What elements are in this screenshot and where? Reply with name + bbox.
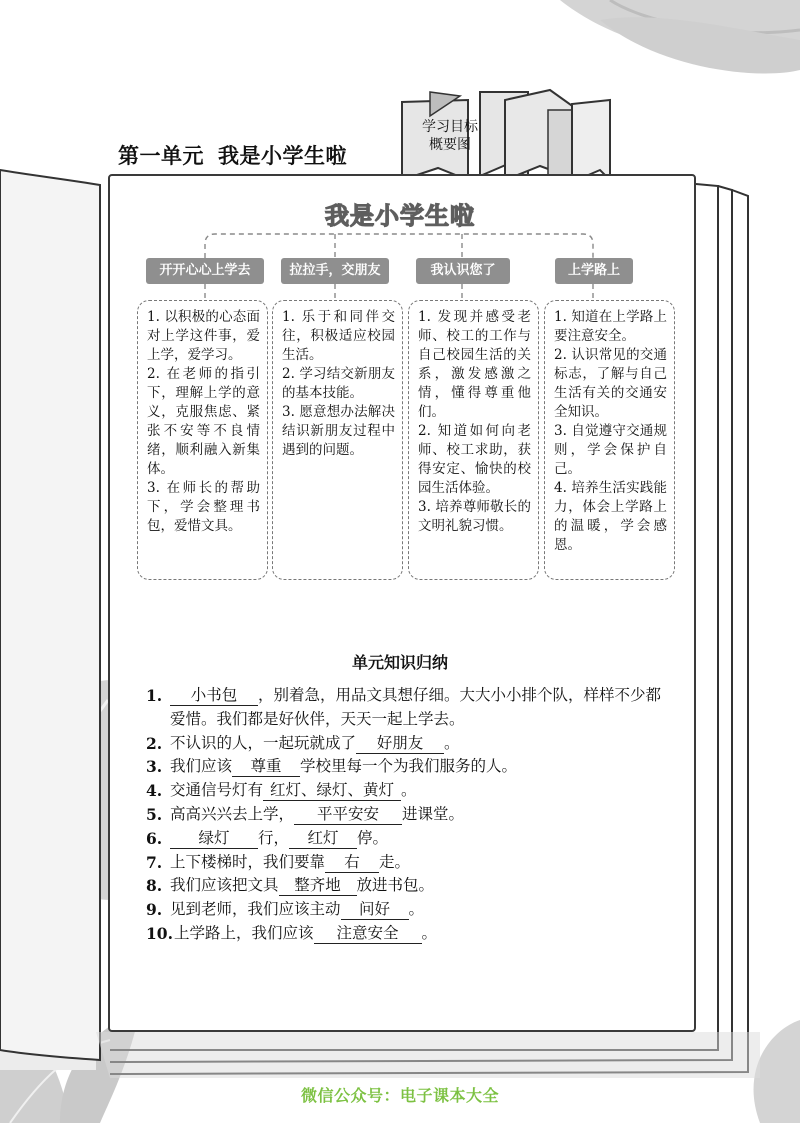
answer-blank: 平平安安 xyxy=(294,804,402,825)
item-number: 7. xyxy=(146,852,163,872)
item-number: 5. xyxy=(146,804,163,824)
bookmark-line-1: 学习目标 xyxy=(422,119,478,135)
answer-blank: 红灯、绿灯、黄灯 xyxy=(263,780,401,801)
item-text: 放进书包。 xyxy=(356,876,435,895)
goal-item: 3. 自觉遵守交通规则，学会保护自己。 xyxy=(554,423,667,477)
item-number: 1. xyxy=(146,686,163,705)
item-number: 10. xyxy=(146,923,173,943)
item-text: 上学路上，我们应该 xyxy=(174,923,314,942)
goal-box-2 xyxy=(272,300,403,580)
goal-item: 2. 认识常见的交通标志，了解与自己生活有关的交通安全知识。 xyxy=(554,347,667,420)
knowledge-item-3 xyxy=(146,755,666,779)
item-number: 8. xyxy=(146,876,163,896)
knowledge-item-5 xyxy=(146,803,666,827)
item-text: 。 xyxy=(408,900,425,919)
item-text: 。 xyxy=(401,781,417,800)
answer-blank: 注意安全 xyxy=(314,923,422,944)
branch-label-3: 我认识您了 xyxy=(416,258,510,284)
knowledge-item-9 xyxy=(146,898,666,922)
item-text: 。 xyxy=(444,733,460,752)
unit-number: 第一单元 xyxy=(118,143,204,168)
answer-blank: 右 xyxy=(325,852,379,873)
item-text: 上下楼梯时，我们要靠 xyxy=(170,852,326,871)
item-text: 不认识的人，一起玩就成了 xyxy=(170,733,357,752)
goal-item: 3. 在师长的帮助下，学会整理书包，爱惜文具。 xyxy=(147,480,260,534)
item-text: 学校里每一个为我们服务的人。 xyxy=(300,757,518,776)
goal-box-3 xyxy=(408,300,539,580)
item-text: 交通信号灯有 xyxy=(170,781,264,800)
item-text: 高高兴兴去上学， xyxy=(170,804,295,823)
item-number: 2. xyxy=(146,733,163,753)
answer-blank: 整齐地 xyxy=(279,875,357,896)
item-text: 停。 xyxy=(357,828,389,847)
knowledge-list xyxy=(146,684,666,946)
goal-item: 2. 学习结交新朋友的基本技能。 xyxy=(282,366,395,401)
answer-blank: 问好 xyxy=(341,899,409,920)
unit-name: 我是小学生啦 xyxy=(218,143,347,168)
knowledge-item-2 xyxy=(146,732,666,756)
item-number: 6. xyxy=(146,828,163,848)
branch-label-2: 拉拉手，交朋友 xyxy=(281,258,389,284)
item-text: 见到老师，我们应该主动 xyxy=(170,900,341,919)
knowledge-title: 单元知识归纳 xyxy=(351,653,448,672)
footer-watermark: 微信公众号：电子课本大全 xyxy=(300,1086,499,1105)
knowledge-item-6 xyxy=(146,827,666,851)
bookmark-line-2: 概要图 xyxy=(429,137,471,153)
knowledge-item-7 xyxy=(146,851,666,875)
item-text: 。 xyxy=(421,923,438,942)
answer-blank: 绿灯 xyxy=(170,828,258,849)
goal-box-1 xyxy=(137,300,268,580)
goal-item: 1. 乐于和同伴交往，积极适应校园生活。 xyxy=(282,309,395,363)
knowledge-item-4 xyxy=(146,779,666,803)
branch-label-1: 开开心心上学去 xyxy=(146,258,264,284)
branch-label-4: 上学路上 xyxy=(555,258,633,284)
knowledge-item-1 xyxy=(146,684,666,732)
goal-item: 1. 知道在上学路上要注意安全。 xyxy=(554,309,667,344)
knowledge-item-8 xyxy=(146,874,666,898)
item-text: 我们应该把文具 xyxy=(170,876,279,895)
goal-item: 1. 发现并感受老师、校工的工作与自己校园生活的关系，激发感激之情，懂得尊重他们。 xyxy=(418,309,531,420)
answer-blank: 尊重 xyxy=(232,756,300,777)
answer-blank: 好朋友 xyxy=(356,733,444,754)
goal-box-4 xyxy=(544,300,675,580)
knowledge-item-10 xyxy=(146,922,666,946)
item-text: 进课堂。 xyxy=(402,804,465,823)
goal-item: 4. 培养生活实践能力，体会上学路上的温暖，学会感恩。 xyxy=(554,480,667,553)
goal-item: 2. 在老师的指引下，理解上学的意义，克服焦虑、紧张不安等不良情绪，顺利融入新集体。 xyxy=(147,366,260,477)
item-number: 9. xyxy=(146,900,163,920)
concept-map-title: 我是小学生啦 xyxy=(325,202,475,230)
goal-item: 3. 培养尊师敬长的文明礼貌习惯。 xyxy=(418,499,531,534)
item-number: 3. xyxy=(146,757,163,777)
item-number: 4. xyxy=(146,781,163,801)
item-text: ，别着急，用品文具想仔细。大大小小排个队，样样不少都爱惜。我们都是好伙伴，天天一起上学去。 xyxy=(170,686,662,728)
answer-blank: 红灯 xyxy=(289,828,357,849)
answer-blank: 小书包 xyxy=(170,685,258,706)
goal-item: 3. 愿意想办法解决结识新朋友过程中遇到的问题。 xyxy=(282,404,395,458)
item-text: 走。 xyxy=(379,852,411,871)
goal-item: 1. 以积极的心态面对上学这件事，爱上学，爱学习。 xyxy=(147,309,260,363)
item-text: 我们应该 xyxy=(170,757,233,776)
item-text: 行， xyxy=(258,828,290,847)
goal-item: 2. 知道如何向老师、校工求助，获得安定、愉快的校园生活体验。 xyxy=(418,423,531,496)
